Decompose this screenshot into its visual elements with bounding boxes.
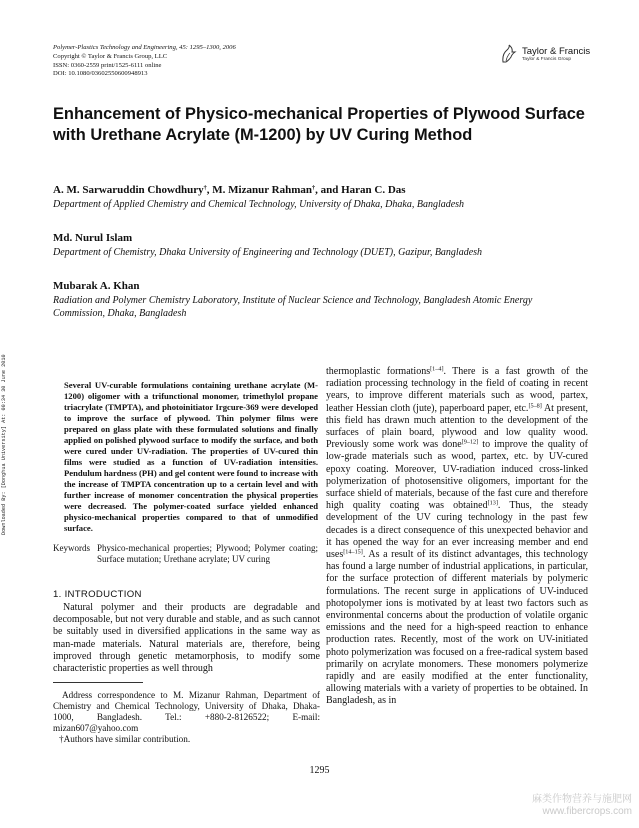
download-watermark-text: Downloaded By: [Donghua University] At: 00:34 30 June 2010 (1, 354, 7, 535)
body-text: . Thus, the steady development of the UV curing technology in the past few decades is a direct consequence of this unexpected behavior and it has opened the way for an ever increasing member and end uses (326, 500, 588, 561)
intro-paragraph: Natural polymer and their products are degradable and decomposable, but not very durable and stable, and as such cannot be suitably used in diversified applications in the same way as man-made materials. Natural materials are, therefore, being improved through genetic metamorphosis, to modify some characteristic properties as well through (53, 602, 320, 675)
article-title: Enhancement of Physico-mechanical Properties of Plywood Surface with Urethane Acrylate (M-1200) by UV Curing Method (53, 105, 585, 144)
affiliation-1: Department of Applied Chemistry and Chemical Technology, University of Dhaka, Dhaka, Bangladesh (53, 199, 465, 210)
author-line-1 (53, 184, 406, 196)
author-line-2: Md. Nurul Islam (53, 232, 133, 244)
site-watermark-cn: 麻类作物营养与施肥网 (532, 794, 632, 805)
body-text: At present, this field has drawn much attention to the development of the surfaces of plain board, plywood and low quality wood. Previously some work was done (326, 402, 588, 451)
body-text: . There is a fast growth of the radiation processing technology in the field of coating in recent years, to improve different materials such as wood, partex, leather Hessian cloth (jute), paperboard paper, etc. (326, 366, 588, 414)
author-line-3: Mubarak A. Khan (53, 280, 140, 292)
keywords-text: Physico-mechanical properties; Plywood; Polymer coating; Surface mutation; Urethane acrylate; UV curing (97, 543, 318, 564)
body-text: to improve the quality of low-grade materials such as wood, partex, etc. by UV-cured epoxy coating. Moreover, UV-radiation induced cross-linked polymerization of photosensitive oligomers, important for the surface shield of materials, because of the fast cure and therefore high quality coating was obtained (326, 439, 588, 512)
publisher-group: Taylor & Francis Group (522, 57, 572, 62)
section-heading: 1. INTRODUCTION (53, 589, 142, 600)
journal-citation: Polymer-Plastics Technology and Engineering, 45: 1295–1300, 2006 (53, 44, 236, 51)
doi-line: DOI: 10.1080/03602550600948913 (53, 70, 148, 78)
citation-ref: [13] (487, 499, 498, 507)
publisher-name: Taylor & Francis (522, 46, 591, 57)
author-name: , and Haran C. Das (315, 184, 406, 196)
copyright-line: Copyright © Taylor & Francis Group, LLC (53, 52, 168, 60)
site-watermark-url: www.fibercrops.com (542, 806, 632, 817)
citation-ref: [9–12] (461, 438, 479, 446)
keywords (53, 543, 318, 565)
site-watermark (492, 794, 632, 818)
publisher-logo-icon (500, 44, 518, 64)
contribution-footnote: †Authors have similar contribution. (59, 734, 191, 744)
journal-info (53, 44, 383, 79)
author-mark: † (203, 184, 207, 192)
footnotes (53, 690, 320, 745)
issn-line: ISSN: 0360-2559 print/1525-6111 online (53, 61, 162, 69)
body-text: thermoplastic formations (326, 366, 431, 377)
right-column-text (326, 366, 588, 708)
author-name: A. M. Sarwaruddin Chowdhury (53, 184, 204, 196)
abstract: Several UV-curable formulations containing urethane acrylate (M-1200) oligomer with a trifunctional monomer, trimethylol propane triacrylate (TMPTA), and photoinitiator Irgcure-369 were developed to improve the surface of plywood. Thin polymer films were prepared on glass plate with these formulated solutions and finally applied on polished plywood surface to modify the surface, and both were cured under UV-radiation. The properties of UV-cured thin films were studied as a function of UV-radiation intensities. Pendulum hardness (PH) and gel content were found to increase with the increase of TMPTA concentration up to a certain level and with further increase of monomer concentration the physical properties were decreased. The polymer-coated surface yielded enhanced physico-mechanical properties compared to that of unmodified surface. (64, 380, 318, 533)
author-name: , M. Mizanur Rahman (206, 184, 312, 196)
affiliation-3: Radiation and Polymer Chemistry Laboratory, Institute of Nuclear Science and Technology, Bangladesh Atomic Energy Commission, Dhaka, Bangladesh (53, 295, 533, 319)
correspondence-footnote: Address correspondence to M. Mizanur Rahman, Department of Chemistry and Chemical Technology, University of Dhaka, Dhaka-1000, Bangladesh. Tel.: +880-2-8126522; E-mail: mizan607@yahoo.com (53, 690, 320, 733)
affiliation-2: Department of Chemistry, Dhaka University of Engineering and Technology (DUET), Gazipur, Bangladesh (53, 247, 483, 258)
footnote-divider (53, 682, 143, 683)
keywords-label: Keywords (53, 543, 90, 553)
page-number: 1295 (309, 765, 330, 776)
download-watermark (1, 305, 9, 535)
citation-ref: [1–4] (430, 365, 444, 373)
publisher-logo (500, 44, 600, 68)
author-mark: † (311, 184, 316, 192)
citation-ref: [14–15] (343, 548, 363, 556)
body-text: . As a result of its distinct advantages, this technology has found a large number of industrial applications, in particular, for the surface protection of different materials by polymeric formulations. The recent surge in applications of UV-induced photopolymer ions is motivated by at least two factors such as environmental concerns about the production of volatile organic emissions and the need for a high-speed reaction to enhance production rates. Recently, most of the work on UV-initiated photo polymerization was focused on a free-radical system based primarily on acrylate monomers. These monomers polymerize rapidly and are easily modified at the enter functionality, allowing materials with a variety of properties to be obtained. In Bangladesh, as in (326, 549, 588, 707)
citation-ref: [5–8] (528, 402, 542, 410)
